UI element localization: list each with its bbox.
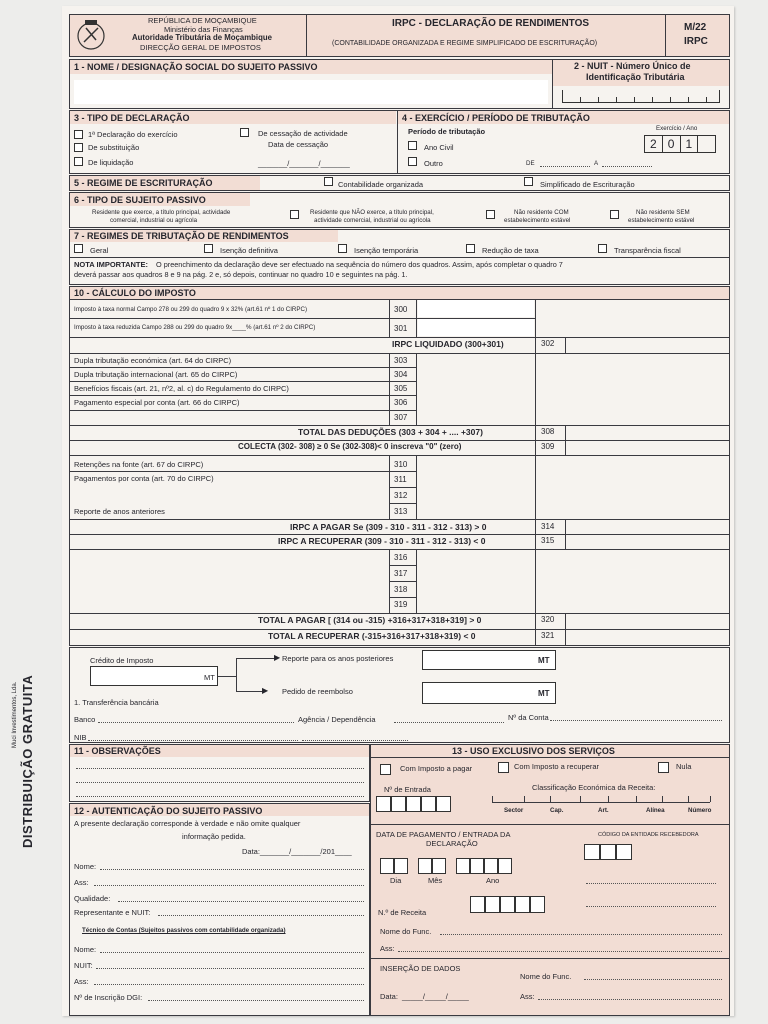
row-304-label: Dupla tributação internacional (art. 65 do CIRPC) <box>74 370 238 379</box>
account-label: Nº da Conta <box>508 713 549 722</box>
label-insertion-date: Data: <box>380 992 398 1001</box>
label-insertion-signature: Ass: <box>520 992 535 1001</box>
label-declaration: DECLARAÇÃO <box>426 839 478 848</box>
section-5-title: 5 - REGIME DE ESCRITURAÇÃO <box>74 178 213 188</box>
label-numero: Número <box>688 807 712 814</box>
watermark: DISTRIBUIÇÃO GRATUITA <box>20 674 35 848</box>
section-2-title: 2 - NUIT - Número Único de <box>574 61 691 71</box>
section-11-title: 11 - OBSERVAÇÕES <box>74 746 161 756</box>
reporte-label: Reporte para os anos posteriores <box>282 654 394 663</box>
nib-label: NIB <box>74 733 87 742</box>
code-319: 319 <box>394 600 408 609</box>
label-to: A <box>594 160 599 167</box>
row-310-label: Retenções na fonte (art. 67 do CIRPC) <box>74 460 204 469</box>
section-1-title: 1 - NOME / DESIGNAÇÃO SOCIAL DO SUJEITO PASSIVO <box>74 62 318 72</box>
label-to-pay: Com Imposto a pagar <box>400 764 473 773</box>
label-resident-active: Residente que exerce, a título principal, actividade <box>92 209 231 216</box>
reporte-mt: MT <box>538 656 550 665</box>
row-314-label: IRPC A PAGAR Se (309 - 310 - 311 - 312 - 313) > 0 <box>290 522 487 532</box>
checkbox-null[interactable] <box>658 762 669 773</box>
checkbox-other[interactable] <box>408 157 417 166</box>
checkbox-liquidation[interactable] <box>74 157 83 166</box>
emblem-icon <box>76 18 106 52</box>
label-cessation-date: Data de cessação <box>268 140 329 149</box>
code-320: 320 <box>541 615 555 624</box>
receipt-number-input[interactable] <box>470 896 545 913</box>
section-3-title: 3 - TIPO DE DECLARAÇÃO <box>74 113 190 123</box>
label-definitive-exemption: Isenção definitiva <box>220 246 278 255</box>
section-4-title: 4 - EXERCÍCIO / PERÍODO DE TRIBUTAÇÃO <box>402 113 590 123</box>
row-300-label: Imposto à taxa normal Campo 278 ou 299 do quadro 9 x 32% (art.61 nº 1 do CIRPC) <box>74 306 308 313</box>
printer-credit: Muci Investimentos, Lda. <box>12 681 18 748</box>
row-320-label: TOTAL A PAGAR [ (314 ou -315) +316+317+318+319] > 0 <box>258 615 482 625</box>
code-316: 316 <box>394 553 408 562</box>
day-input[interactable] <box>380 858 408 874</box>
row-308-label: TOTAL DAS DEDUÇÕES (303 + 304 + .... +307) <box>298 427 483 437</box>
label-from: DE <box>526 160 535 167</box>
checkbox-simplified[interactable] <box>524 177 533 186</box>
note-line-1: O preenchimento da declaração deve ser efectuado na sequência do número dos quadros. Assim, após completar o quadro 7 <box>156 260 563 269</box>
code-306: 306 <box>394 398 408 407</box>
checkbox-to-recover[interactable] <box>498 762 509 773</box>
checkbox-organized-accounting[interactable] <box>324 177 333 186</box>
year-input[interactable] <box>456 858 512 874</box>
form-page: REPÚBLICA DE MOÇAMBIQUE Ministério das Finanças Autoridade Tributária de Moçambique DIRECÇÃO GERAL DE IMPOSTOS IRPC - DECLARAÇÃO DE RENDIMENTOS (CONTABILIDADE ORGANIZADA E REGIME SIMPLIFICADO DE ESCRITURAÇÃO) M/22 IRPC 1 - NOME / DESIGNAÇÃO SOCIAL DO SUJEITO PASSIVO 2 - NUIT - Número Único de Identificação Tributária 3 - TIPO DE DECLARAÇÃO 1ª Declaração do exercício De substituição De liquidação De cessação de actividade Data de cessação _______/_______/_______ 4 - EXERCÍCIO / PERÍODO DE TRIBUTAÇÃO Período de tributação Exercício / Ano Ano Civil Outro DE A 2 0 1 5 - REGIME DE ESCRITURAÇÃO Contabilidade organizada Simplificado de Escrituração 6 - TIPO DE SUJEITO PASSIVO Residente que exerce, a título principal, actividade comercial, industrial ou agrícola Residente que NÃO exerce, a título principal, actividade comercial, industrial ou agrícola Não residente COM estabelecimento estável Não residente SEM estabelecimento estável 7 - REGIMES DE TRIBUTAÇÃO DE RENDIMENTOS Geral Isenção definitiva Isenção temporária Redução de taxa Transparência fiscal NOTA IMPORTANTE: O preenchimento da declaração deve ser efectuado na sequência do número dos quadros. Assim, após completar o quadro 7 deverá passar aos quadros 8 e 9 na pág. 2 e, só depois, continuar no quadro 10 e seguintes na pág. 1. 10 - CÁLCULO DO IMPOSTO Imposto à taxa normal Campo 278 ou 299 do quadro 9 x 32% (art.61 nº 1 do CIRPC) 300 Imposto à taxa reduzida Campo 288 ou 299 do quadro 9x____% (art.61 nº 2 do CIRPC) 301 IRPC LIQUIDADO (300+301) 302 Dupla tributação económica (art. 64 do CIRPC) 303 Dupla tributação internacional (art. 65 do CIRPC) 304 Benefícios fiscais (art. 21, nº2, al. c) do Regulamento do CIRPC) 305 Pagamento especial por conta (art. 66 do CIRPC) 306 307 TOTAL DAS DEDUÇÕES (303 + 304 + .... +307) 308 COLECTA (302- 308) ≥ 0 Se (302-308)< 0 inscreva "0" (zero) 309 Retenções na fonte (art. 67 do CIRPC) 310 Pagamentos por conta (art. 70 do CIRPC) 311 312 Reporte de anos anteriores 313 IRPC A PAGAR Se (309 - 310 - 311 - 312 - 313) > 0 314 IRPC A RECUPERAR (309 - 310 - 311 - 312 - 313) < 0 315 316 317 318 319 TOTAL A PAGAR [ (314 ou -315) +316+317+318+319] > 0 320 TOTAL A RECUPERAR (-315+316+317+318+319) < 0 321 Crédito de Imposto MT ▶ ▶ Reporte para os anos posteriores Pedido de reembolso MT MT 1. Transferência bancária Banco Agência / Dependência Nº da Conta NIB 11 - OBSERVAÇÕES 13 - USO EXCLUSIVO DOS SERVIÇOS Com Imposto a pagar Com Imposto a recuperar Nula Nº de Entrada Classificação Económica da Receita: Sector Cap. Art. Alínea Número DATA DE PAGAMENTO / ENTRADA DA DECLARAÇÃO CÓDIGO DA ENTIDADE RECEBEDORA Dia Mês Ano N.º de Receita Nome do Func. Ass: INSERÇÃO DE DADOS Nome do Func. Data: _____/_____/_____ Ass: 12 - AUTENTICAÇÃO DO SUJEITO PASSIVO A presente declaração corresponde à verdade e não omite qualquer informação pedida. Data:_______/_______/201____ Nome: Ass: Qualidade: Representante e NUIT: Técnico de Contas (Sujeitos passivos com contabilidade organizada) Nome: NUIT: Ass: Nº de Inscrição DGI: Muci Investimentos, Lda. DISTRIBUIÇÃO GRATUITA <box>62 6 734 1016</box>
label-substitution: De substituição <box>88 143 140 152</box>
nuit-input[interactable] <box>562 90 720 103</box>
label-first-declaration: 1ª Declaração do exercício <box>88 130 178 139</box>
code-321: 321 <box>541 631 555 640</box>
checkbox-to-pay[interactable] <box>380 764 391 775</box>
exercise-year-input[interactable]: 2 0 1 <box>644 135 716 153</box>
insertion-date-field[interactable]: _____/_____/_____ <box>402 992 469 1001</box>
row-301-label: Imposto à taxa reduzida Campo 288 ou 299 do quadro 9x____% (art.61 nº 2 do CIRPC) <box>74 324 316 331</box>
authority-name: Autoridade Tributária de Moçambique <box>132 33 272 42</box>
pedido-amount-input[interactable] <box>422 682 556 704</box>
code-302: 302 <box>541 339 555 348</box>
code-301: 301 <box>394 324 408 333</box>
row-321-label: TOTAL A RECUPERAR (-315+316+317+318+319) < 0 <box>268 631 476 641</box>
reporte-amount-input[interactable] <box>422 650 556 670</box>
code-314: 314 <box>541 522 555 531</box>
authentication-text-2: informação pedida. <box>182 832 246 841</box>
label-representative: Representante e NUIT: <box>74 908 151 917</box>
label-sector: Sector <box>504 807 524 814</box>
label-quality: Qualidade: <box>74 894 111 903</box>
input-300[interactable] <box>418 300 534 317</box>
form-code: M/22 <box>684 22 707 33</box>
agency-label: Agência / Dependência <box>298 715 376 724</box>
code-309: 309 <box>541 442 555 451</box>
credit-mt: MT <box>204 673 215 682</box>
label-employee-name-2: Nome do Func. <box>520 972 572 981</box>
entity-code-input[interactable] <box>584 844 632 860</box>
code-313: 313 <box>394 507 408 516</box>
section-10-title: 10 - CÁLCULO DO IMPOSTO <box>74 288 196 298</box>
checkbox-substitution[interactable] <box>74 143 83 152</box>
code-307: 307 <box>394 413 408 422</box>
label-cessation: De cessação de actividade <box>258 129 348 138</box>
row-306-label: Pagamento especial por conta (art. 66 do CIRPC) <box>74 398 240 407</box>
label-accountant-nuit: NUIT: <box>74 961 93 970</box>
checkbox-fiscal-transparency[interactable] <box>598 244 607 253</box>
label-nonresident-without: Não residente SEM <box>636 209 690 216</box>
section-6-title: 6 - TIPO DE SUJEITO PASSIVO <box>74 195 206 205</box>
code-311: 311 <box>394 475 407 484</box>
row-302-label: IRPC LIQUIDADO (300+301) <box>392 339 504 349</box>
label-alinea: Alínea <box>646 807 665 814</box>
label-exercise: Exercício / Ano <box>656 125 698 132</box>
label-year: Ano <box>486 876 500 885</box>
entry-number-input[interactable] <box>376 796 451 812</box>
checkbox-temporary-exemption[interactable] <box>338 244 347 253</box>
checkbox-cessation[interactable] <box>240 128 249 137</box>
code-305: 305 <box>394 384 408 393</box>
label-entity-code: CÓDIGO DA ENTIDADE RECEBEDORA <box>598 832 699 838</box>
name-input[interactable] <box>74 80 548 104</box>
label-rate-reduction: Redução de taxa <box>482 246 539 255</box>
form-title: IRPC - DECLARAÇÃO DE RENDIMENTOS <box>392 18 590 29</box>
label-nonresident-without-2: estabelecimento estável <box>628 217 695 224</box>
label-accountant-signature: Ass: <box>74 977 89 986</box>
label-null: Nula <box>676 762 692 771</box>
accountant-heading: Técnico de Contas (Sujeitos passivos com contabilidade organizada) <box>82 927 286 934</box>
credit-amount-input[interactable] <box>90 666 218 686</box>
label-accountant-name: Nome: <box>74 945 97 954</box>
label-name: Nome: <box>74 862 97 871</box>
code-312: 312 <box>394 491 408 500</box>
checkbox-nonresident-with[interactable] <box>610 210 619 219</box>
label-simplified: Simplificado de Escrituração <box>540 180 635 189</box>
bank-label: Banco <box>74 715 96 724</box>
label-fiscal-transparency: Transparência fiscal <box>614 246 681 255</box>
form-subtitle: (CONTABILIDADE ORGANIZADA E REGIME SIMPLIFICADO DE ESCRITURAÇÃO) <box>332 40 598 47</box>
code-315: 315 <box>541 536 555 545</box>
checkbox-first-declaration[interactable] <box>74 130 83 139</box>
republic-name: REPÚBLICA DE MOÇAMBIQUE <box>148 16 257 25</box>
label-nonresident-with-2: estabelecimento estável <box>504 217 571 224</box>
transfer-label: 1. Transferência bancária <box>74 698 159 707</box>
note-line-2: deverá passar aos quadros 8 e 9 na pág. 2 e, só depois, continuar no quadro 10 e seguintes na pág. 1. <box>74 270 408 279</box>
checkbox-resident-active[interactable] <box>290 210 299 219</box>
row-311-label: Pagamentos por conta (art. 70 do CIRPC) <box>74 474 214 483</box>
label-liquidation: De liquidação <box>88 158 134 167</box>
section-12-title: 12 - AUTENTICAÇÃO DO SUJEITO PASSIVO <box>74 806 263 816</box>
pedido-mt: MT <box>538 689 550 698</box>
label-resident-inactive-2: actividade comercial, industrial ou agrícola <box>314 217 431 224</box>
row-305-label: Benefícios fiscais (art. 21, nº2, al. c) do Regulamento do CIRPC) <box>74 384 289 393</box>
label-signature: Ass: <box>380 944 395 953</box>
label-general: Geral <box>90 246 109 255</box>
checkbox-resident-inactive[interactable] <box>486 210 495 219</box>
row-315-label: IRPC A RECUPERAR (309 - 310 - 311 - 312 - 313) < 0 <box>278 536 486 546</box>
row-303-label: Dupla tributação económica (art. 64 do CIRPC) <box>74 356 232 365</box>
section-2-subtitle: Identificação Tributária <box>586 72 685 82</box>
label-chapter: Cap. <box>550 807 564 814</box>
label-month: Mês <box>428 876 443 885</box>
label-day: Dia <box>390 876 402 885</box>
label-data-insertion: INSERÇÃO DE DADOS <box>380 964 461 973</box>
code-300: 300 <box>394 305 408 314</box>
code-308: 308 <box>541 427 555 436</box>
authentication-text: A presente declaração corresponde à verdade e não omite qualquer <box>74 819 301 828</box>
code-304: 304 <box>394 370 408 379</box>
code-318: 318 <box>394 585 408 594</box>
authentication-date[interactable]: Data:_______/_______/201____ <box>242 847 352 856</box>
code-303: 303 <box>394 356 408 365</box>
code-317: 317 <box>394 569 408 578</box>
pedido-label: Pedido de reembolso <box>282 687 353 696</box>
label-resident-active-2: comercial, industrial ou agrícola <box>110 217 198 224</box>
label-dgi-inscription: Nº de Inscrição DGI: <box>74 993 143 1002</box>
section-7-title: 7 - REGIMES DE TRIBUTAÇÃO DE RENDIMENTOS <box>74 231 289 241</box>
section-13-title: 13 - USO EXCLUSIVO DOS SERVIÇOS <box>452 746 615 756</box>
label-organized-accounting: Contabilidade organizada <box>338 180 424 189</box>
cessation-date-field[interactable]: _______/_______/_______ <box>258 159 350 168</box>
month-input[interactable] <box>418 858 446 874</box>
credit-box <box>69 647 730 743</box>
row-309-label: COLECTA (302- 308) ≥ 0 Se (302-308)< 0 inscreva "0" (zero) <box>238 442 462 451</box>
checkbox-civil-year[interactable] <box>408 141 417 150</box>
label-signature-12: Ass: <box>74 878 89 887</box>
form-type: IRPC <box>684 36 708 47</box>
direction-name: DIRECÇÃO GERAL DE IMPOSTOS <box>140 43 261 52</box>
credit-label: Crédito de Imposto <box>90 656 154 665</box>
input-301[interactable] <box>418 319 534 336</box>
label-temporary-exemption: Isenção temporária <box>354 246 419 255</box>
checkbox-definitive-exemption[interactable] <box>204 244 213 253</box>
label-payment-date: DATA DE PAGAMENTO / ENTRADA DA <box>376 830 511 839</box>
ministry-name: Ministério das Finanças <box>164 25 243 34</box>
label-entry-number: Nº de Entrada <box>384 785 431 794</box>
code-310: 310 <box>394 460 408 469</box>
label-nonresident-with: Não residente COM <box>514 209 569 216</box>
label-civil-year: Ano Civil <box>424 143 454 152</box>
label-economic-class: Classificação Económica da Receita: <box>532 783 656 792</box>
label-article: Art. <box>598 807 609 814</box>
label-period: Período de tributação <box>408 127 486 136</box>
label-other: Outro <box>424 159 443 168</box>
label-to-recover: Com Imposto a recuperar <box>514 762 600 771</box>
row-313-label: Reporte de anos anteriores <box>74 507 165 516</box>
checkbox-rate-reduction[interactable] <box>466 244 475 253</box>
label-resident-inactive: Residente que NÃO exerce, a título principal, <box>310 209 434 216</box>
note-label: NOTA IMPORTANTE: <box>74 260 149 269</box>
label-receipt-number: N.º de Receita <box>378 908 427 917</box>
label-employee-name: Nome do Func. <box>380 927 432 936</box>
checkbox-general[interactable] <box>74 244 83 253</box>
